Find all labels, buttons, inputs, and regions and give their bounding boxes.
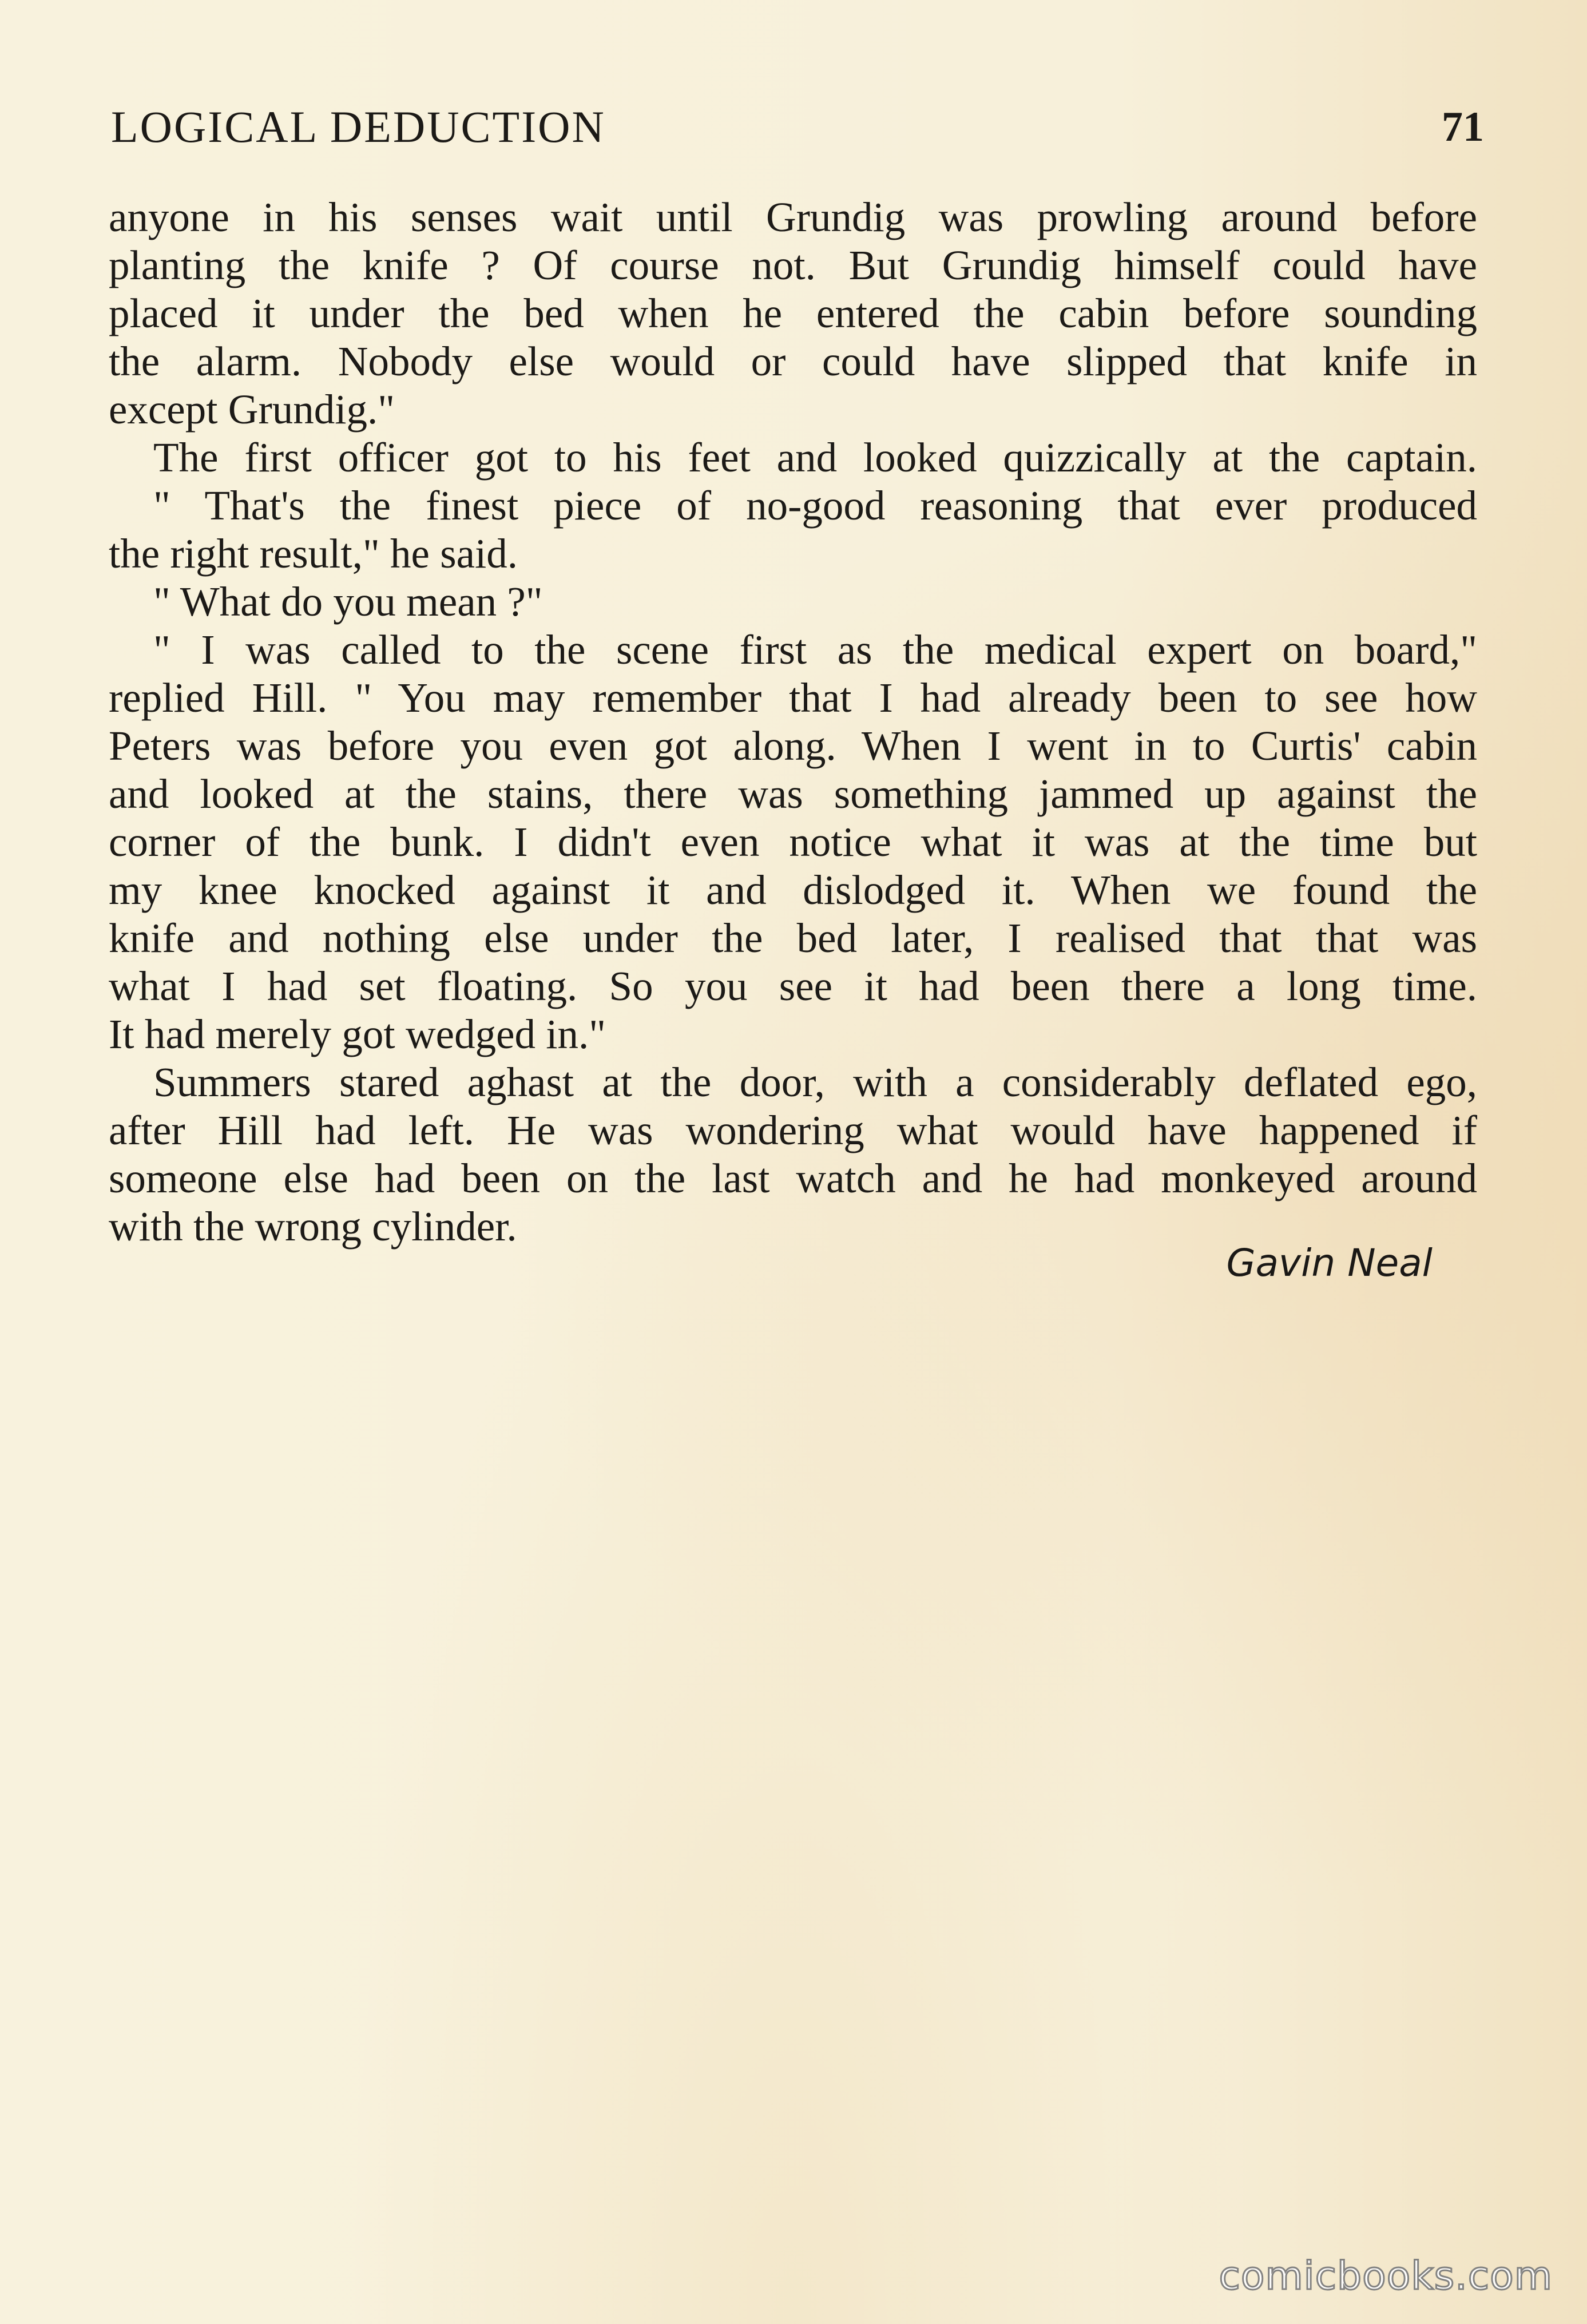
text-line: replied Hill. " You may remember that I had already been to see how — [109, 675, 1477, 721]
text-line: someone else had been on the last watch and he had monkeyed around — [109, 1155, 1477, 1201]
text-line: after Hill had left. He was wondering what would have happened if — [109, 1107, 1477, 1153]
text-line: and looked at the stains, there was something jammed up against the — [109, 771, 1477, 817]
text-line: The first officer got to his feet and looked quizzically at the captain. — [153, 434, 1477, 481]
text-line: " I was called to the scene first as the medical expert on board," — [153, 626, 1477, 673]
author-byline: Gavin Neal — [1226, 1241, 1433, 1285]
body-text — [109, 193, 1477, 1251]
text-line: It had merely got wedged in." — [109, 1011, 606, 1057]
text-line: what I had set floating. So you see it had been there a long time. — [109, 963, 1477, 1009]
text-line: Summers stared aghast at the door, with a considerably deflated ego, — [153, 1059, 1477, 1105]
text-line: corner of the bunk. I didn't even notice what it was at the time but — [109, 819, 1477, 865]
text-line: " What do you mean ?" — [153, 578, 543, 625]
text-line: placed it under the bed when he entered the cabin before sounding — [109, 290, 1477, 336]
text-line: planting the knife ? Of course not. But Grundig himself could have — [109, 242, 1477, 288]
text-line: knife and nothing else under the bed later, I realised that that was — [109, 915, 1477, 961]
running-head: LOGICAL DEDUCTION — [111, 102, 606, 152]
text-line: the right result," he said. — [109, 530, 518, 577]
text-line: my knee knocked against it and dislodged it. When we found the — [109, 867, 1477, 913]
text-line: with the wrong cylinder. — [109, 1203, 517, 1250]
text-line: anyone in his senses wait until Grundig was prowling around before — [109, 194, 1477, 240]
text-line: the alarm. Nobody else would or could have slipped that knife in — [109, 338, 1477, 384]
page-number: 71 — [1442, 104, 1484, 150]
page-header — [111, 98, 1484, 156]
text-line: except Grundig." — [109, 386, 395, 433]
text-line: " That's the finest piece of no-good reasoning that ever produced — [153, 482, 1477, 529]
text-line: Peters was before you even got along. When I went in to Curtis' cabin — [109, 723, 1477, 769]
site-watermark: comicbooks.com — [1219, 2254, 1553, 2299]
